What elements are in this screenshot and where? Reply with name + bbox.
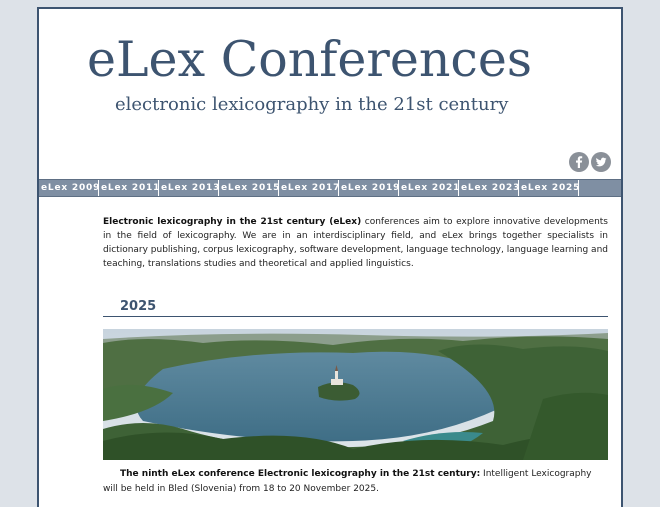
facebook-icon[interactable] xyxy=(569,152,589,172)
intro-body-text: conferences aim to explore innovative developments in the field of lexicography. We are in an interdisciplinary field, and eLex brings together specialists in dictionary publishing, corpus lexicography, software development, language technology, language learning and teaching, translations studies and theoretical and applied linguistics. xyxy=(103,217,608,269)
site-logo-subtitle: electronic lexicography in the 21st century xyxy=(115,94,509,115)
section-title: 2025 xyxy=(120,299,157,314)
nav-item-elex-2011[interactable]: eLex 2011 xyxy=(99,180,159,196)
twitter-icon[interactable] xyxy=(591,152,611,172)
lake-bled-photo xyxy=(103,329,608,460)
announcement-bold-lead: The ninth eLex conference Electronic lexicography in the 21st century: xyxy=(120,469,481,479)
nav-item-elex-2009[interactable]: eLex 2009 xyxy=(39,180,99,196)
announcement-body-text: Intelligent Lexicography will be held in Bled (Slovenia) from 18 to 20 November 2025. xyxy=(103,469,592,494)
nav-item-elex-2017[interactable]: eLex 2017 xyxy=(279,180,339,196)
nav-item-elex-2015[interactable]: eLex 2015 xyxy=(219,180,279,196)
section-header xyxy=(103,299,608,317)
year-nav-bar xyxy=(39,179,621,197)
nav-item-elex-2021[interactable]: eLex 2021 xyxy=(399,180,459,196)
nav-item-elex-2013[interactable]: eLex 2013 xyxy=(159,180,219,196)
page-container xyxy=(37,7,623,507)
nav-item-elex-2025[interactable]: eLex 2025 xyxy=(519,180,579,196)
intro-bold-lead: Electronic lexicography in the 21st century (eLex) xyxy=(103,217,362,227)
site-logo-title[interactable]: eLex Conferences xyxy=(87,31,532,88)
nav-item-elex-2019[interactable]: eLex 2019 xyxy=(339,180,399,196)
nav-item-elex-2023[interactable]: eLex 2023 xyxy=(459,180,519,196)
announcement-paragraph xyxy=(103,467,608,497)
intro-paragraph xyxy=(103,215,608,271)
